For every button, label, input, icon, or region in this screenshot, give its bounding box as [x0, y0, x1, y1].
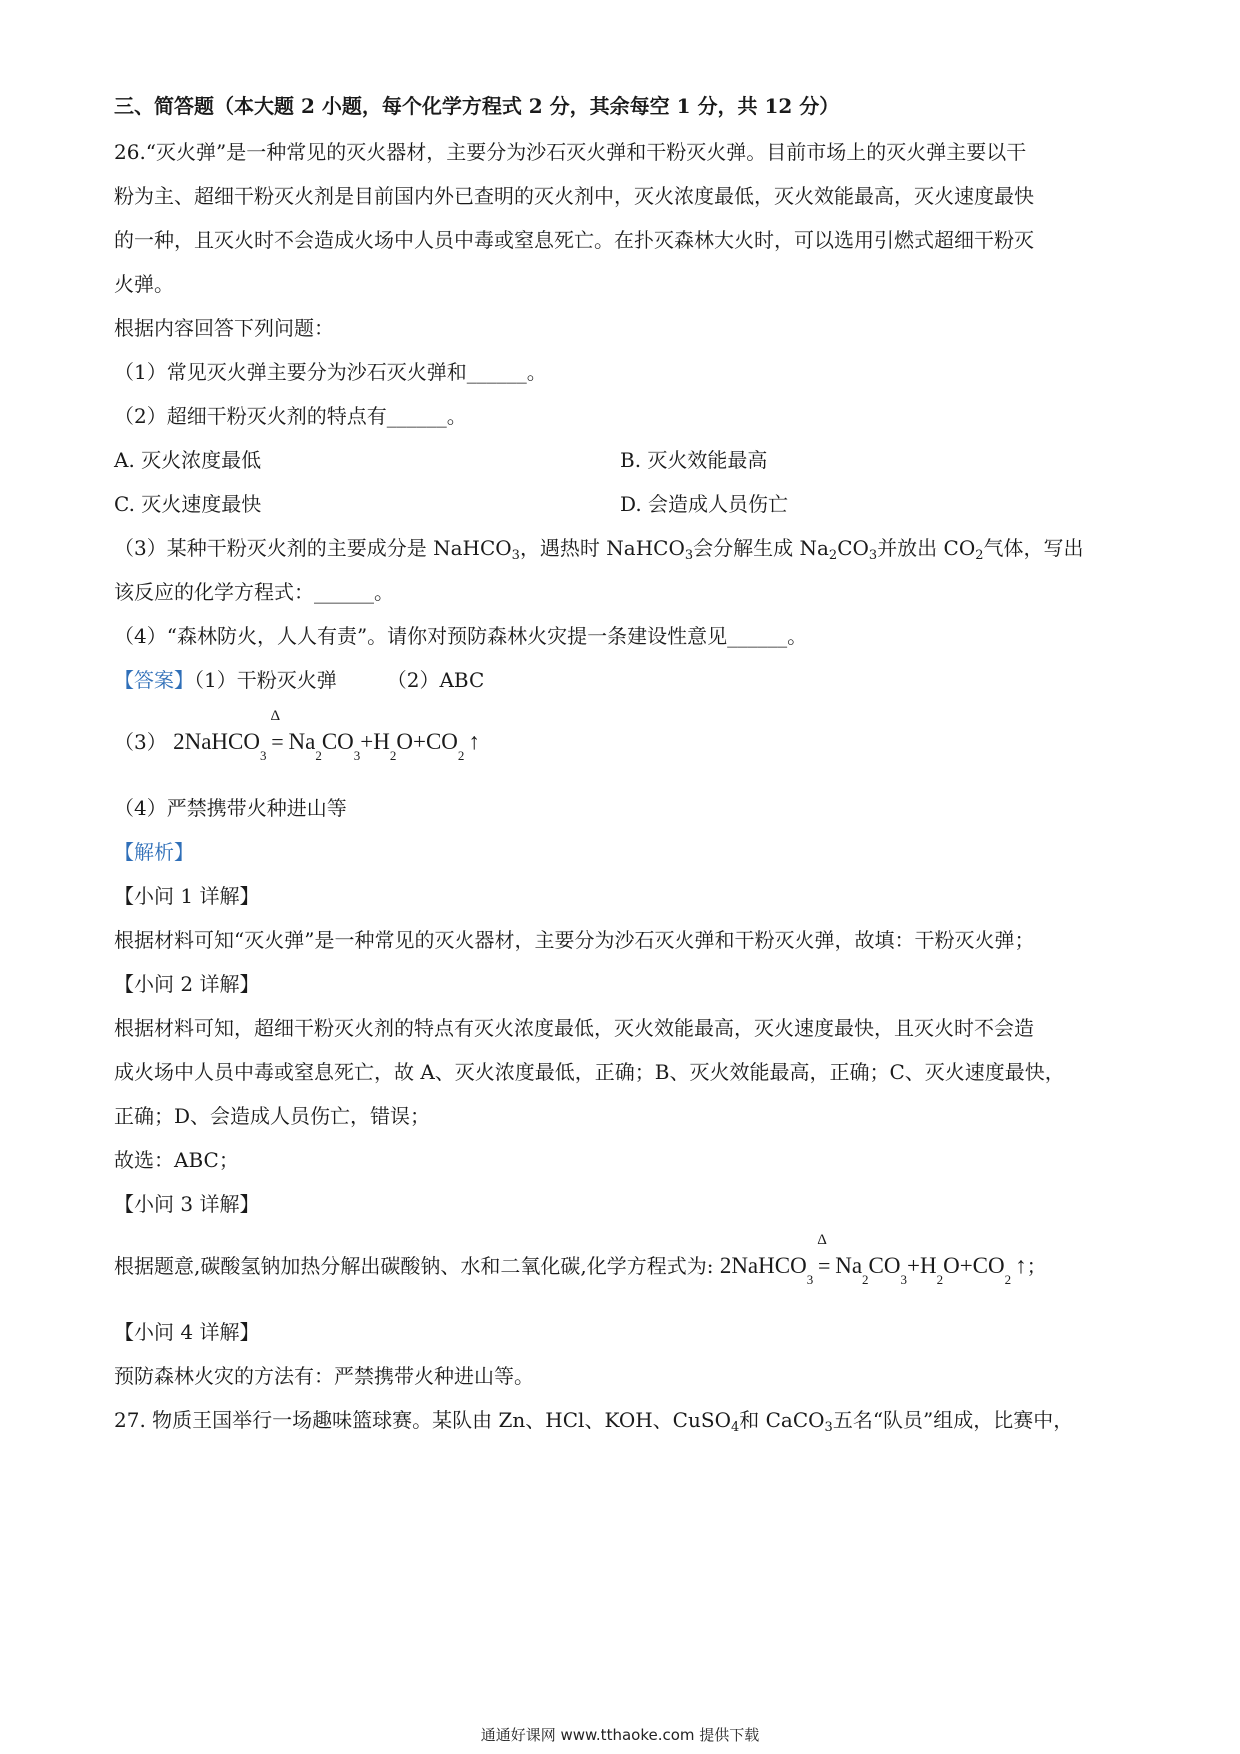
gas-arrow-analysis: ↑ [1015, 1253, 1027, 1278]
answer-3-line: （3） 2NaHCO 3 Δ = Na 2 CO 3 +H 2 O+CO 2 ↑ [114, 708, 480, 763]
q26-sub3-line2: 该反应的化学方程式：______。 [114, 580, 394, 604]
heat-condition-analysis: Δ = [817, 1232, 831, 1278]
analysis-h1: 【小问 1 详解】 [114, 884, 260, 908]
analysis-t2-line-3: 正确；D、会造成人员伤亡，错误； [114, 1104, 431, 1128]
analysis-t1: 根据材料可知“灭火弹”是一种常见的灭火器材，主要分为沙石灭火弹和干粉灭火弹，故填：干粉灭火弹； [114, 928, 1035, 952]
q26-sub3: （3）某种干粉灭火剂的主要成分是 NaHCO$_3$，遇热时 NaHCO$_3$会分解生成 $Na_2CO_3$并放出 $CO_2$气体，写出 [114, 536, 1084, 563]
analysis-t3: 根据题意,碳酸氢钠加热分解出碳酸钠、水和二氧化碳,化学方程式为: 2NaHCO 3 Δ = Na 2 CO 3 +H 2 O+CO 2 ↑ ； [114, 1232, 1047, 1287]
footer-watermark: 通通好课网 www.tthaoke.com 提供下载 [480, 1726, 760, 1744]
analysis-h3: 【小问 3 详解】 [114, 1192, 260, 1216]
analysis-label: 【解析】 [114, 840, 194, 864]
analysis-h2: 【小问 2 详解】 [114, 972, 260, 996]
q26-text-line-2: 粉为主、超细干粉灭火剂是目前国内外已查明的灭火剂中，灭火浓度最低，灭火效能最高，灭火速度最快 [114, 184, 1034, 208]
option-a: A. 灭火浓度最低 [114, 448, 262, 472]
chemical-equation: 2NaHCO 3 Δ = Na 2 CO 3 +H 2 O+CO 2 ↑ [173, 708, 480, 763]
answer-line: 【答案】（1）干粉灭火弹 （2）ABC [114, 668, 485, 692]
q26-text-line-1: 26.“灭火弹”是一种常见的灭火器材，主要分为沙石灭火弹和干粉灭火弹。目前市场上的灭火弹主要以干 [114, 140, 1027, 164]
option-d: D. 会造成人员伤亡 [620, 492, 789, 516]
analysis-t2-line-2: 成火场中人员中毒或窒息死亡，故 A、灭火浓度最低，正确；B、灭火效能最高，正确；C、灭火速度最快， [114, 1060, 1065, 1084]
q26-text-line-4: 火弹。 [114, 272, 174, 296]
analysis-t2-line-4: 故选：ABC； [114, 1148, 239, 1172]
q26-sub1: （1）常见灭火弹主要分为沙石灭火弹和______。 [114, 360, 547, 384]
analysis-t2-line-1: 根据材料可知，超细干粉灭火剂的特点有灭火浓度最低，灭火效能最高，灭火速度最快，且灭火时不会造 [114, 1016, 1034, 1040]
heat-condition: Δ = [270, 708, 284, 754]
q26-sub2: （2）超细干粉灭火剂的特点有______。 [114, 404, 467, 428]
q26-text-line-3: 的一种，且灭火时不会造成火场中人员中毒或窒息死亡。在扑灭森林大火时，可以选用引燃式超细干粉灭 [114, 228, 1034, 252]
q26-prompt: 根据内容回答下列问题： [114, 316, 334, 340]
answer-label: 【答案】 [114, 668, 194, 692]
chemical-equation-analysis: 2NaHCO 3 Δ = Na 2 CO 3 +H 2 O+CO 2 ↑ [719, 1232, 1027, 1287]
analysis-h4: 【小问 4 详解】 [114, 1320, 260, 1344]
analysis-t4: 预防森林火灾的方法有：严禁携带火种进山等。 [114, 1364, 534, 1388]
option-c: C. 灭火速度最快 [114, 492, 262, 516]
option-b: B. 灭火效能最高 [620, 448, 768, 472]
section-title: 三、简答题（本大题 2 小题，每个化学方程式 2 分，其余每空 1 分，共 12 分） [114, 94, 840, 118]
q26-sub4: （4）“森林防火，人人有责”。请你对预防森林火灾提一条建设性意见______。 [114, 624, 808, 648]
q27-line: 27. 物质王国举行一场趣味篮球赛。某队由 Zn、HCl、KOH、CuSO$_4$和 CaCO$_3$五名“队员”组成，比赛中， [114, 1408, 1074, 1435]
gas-arrow: ↑ [468, 729, 480, 754]
answer-4: （4）严禁携带火种进山等 [114, 796, 347, 820]
